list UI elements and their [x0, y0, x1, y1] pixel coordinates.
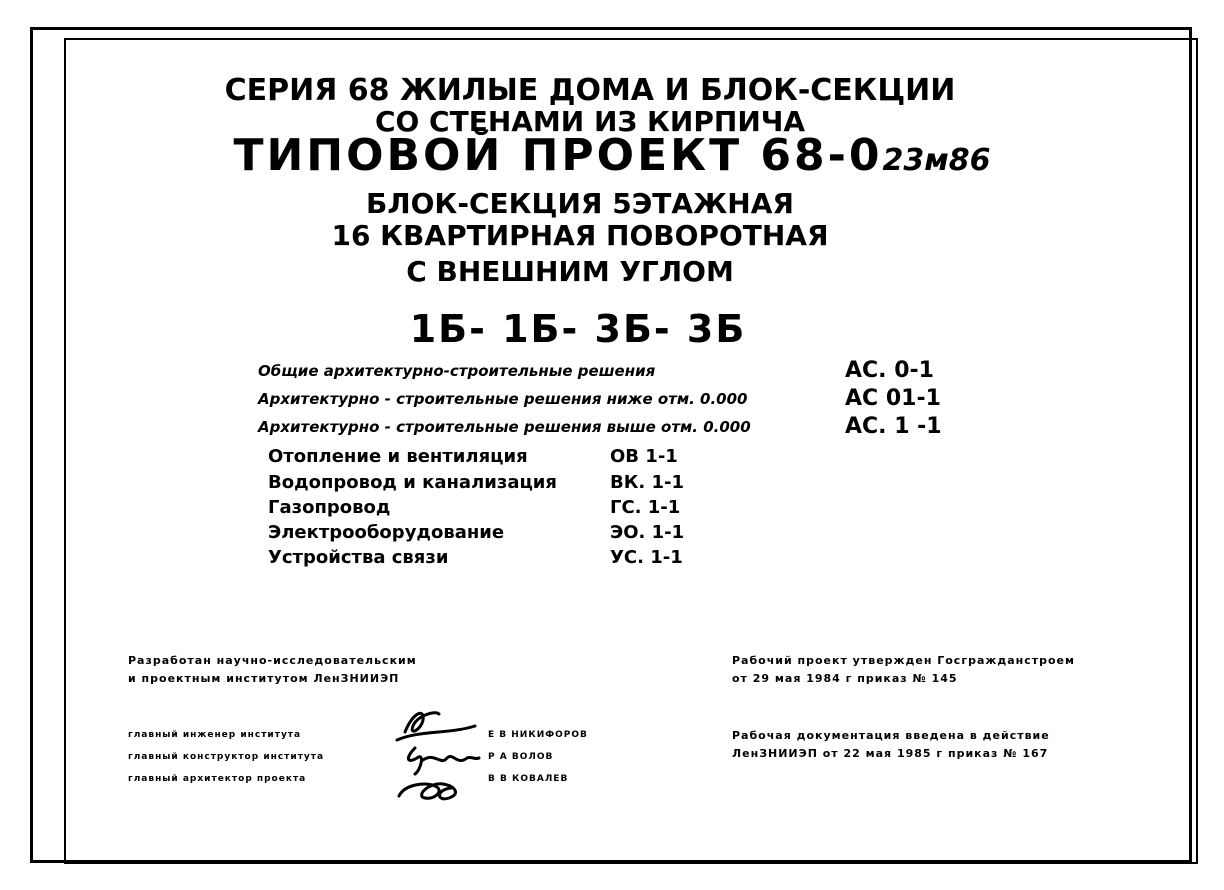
section-code-label: ГС. 1-1 [610, 497, 681, 518]
section-name: Водопровод и канализация [268, 472, 557, 493]
block-section-title: БЛОК-СЕКЦИЯ 5ЭТАЖНАЯ [366, 187, 794, 220]
section-code-label: ОВ 1-1 [610, 446, 678, 467]
project-title-main: ТИПОВОЙ ПРОЕКТ 68-0 [233, 130, 883, 181]
section-code-label: УС. 1-1 [610, 547, 683, 568]
developer-line-1: Разработан научно-исследовательским [128, 654, 417, 667]
project-title [233, 130, 991, 181]
developer-line-2: и проектным институтом ЛенЗНИИЭП [128, 672, 400, 685]
section-code-label: ВК. 1-1 [610, 472, 685, 493]
section-code-label: АС. 0-1 [845, 358, 934, 383]
section-name: Архитектурно - строительные решения выше отм. 0.000 [258, 418, 751, 436]
signature-role: главный архитектор проекта [128, 774, 307, 784]
signature-name: Р А ВОЛОВ [488, 752, 554, 762]
section-code-label: АС. 1 -1 [845, 414, 942, 439]
section-name: Устройства связи [268, 547, 449, 568]
project-title-suffix: 23м86 [882, 143, 991, 178]
section-name: Электрооборудование [268, 522, 505, 543]
section-name: Архитектурно - строительные решения ниже отм. 0.000 [258, 390, 748, 408]
handwritten-signatures [395, 700, 485, 810]
section-name: Газопровод [268, 497, 391, 518]
approval-line-3: Рабочая документация введена в действие [732, 729, 1050, 742]
approval-line-1: Рабочий проект утвержден Госгражданстроем [732, 654, 1076, 667]
approval-line-2: от 29 мая 1984 г приказ № 145 [732, 672, 958, 685]
signature-name: В В КОВАЛЕВ [488, 774, 569, 784]
section-code-label: ЭО. 1-1 [610, 522, 685, 543]
apartment-type: 16 КВАРТИРНАЯ ПОВОРОТНАЯ [331, 219, 829, 252]
signature-name: Е В НИКИФОРОВ [488, 730, 588, 740]
corner-type: С ВНЕШНИМ УГЛОМ [406, 255, 734, 288]
section-code: 1Б- 1Б- 3Б- 3Б [409, 307, 747, 351]
section-name: Общие архитектурно-строительные решения [258, 362, 656, 380]
approval-line-4: ЛенЗНИИЭП от 22 мая 1985 г приказ № 167 [732, 747, 1049, 760]
section-code-label: АС 01-1 [845, 386, 941, 411]
section-name: Отопление и вентиляция [268, 446, 528, 467]
signature-role: главный конструктор института [128, 752, 325, 762]
signature-role: главный инженер института [128, 730, 302, 740]
series-title: СЕРИЯ 68 ЖИЛЫЕ ДОМА И БЛОК-СЕКЦИИ [224, 73, 956, 108]
series-subtitle: СО СТЕНАМИ ИЗ КИРПИЧА [374, 105, 806, 138]
